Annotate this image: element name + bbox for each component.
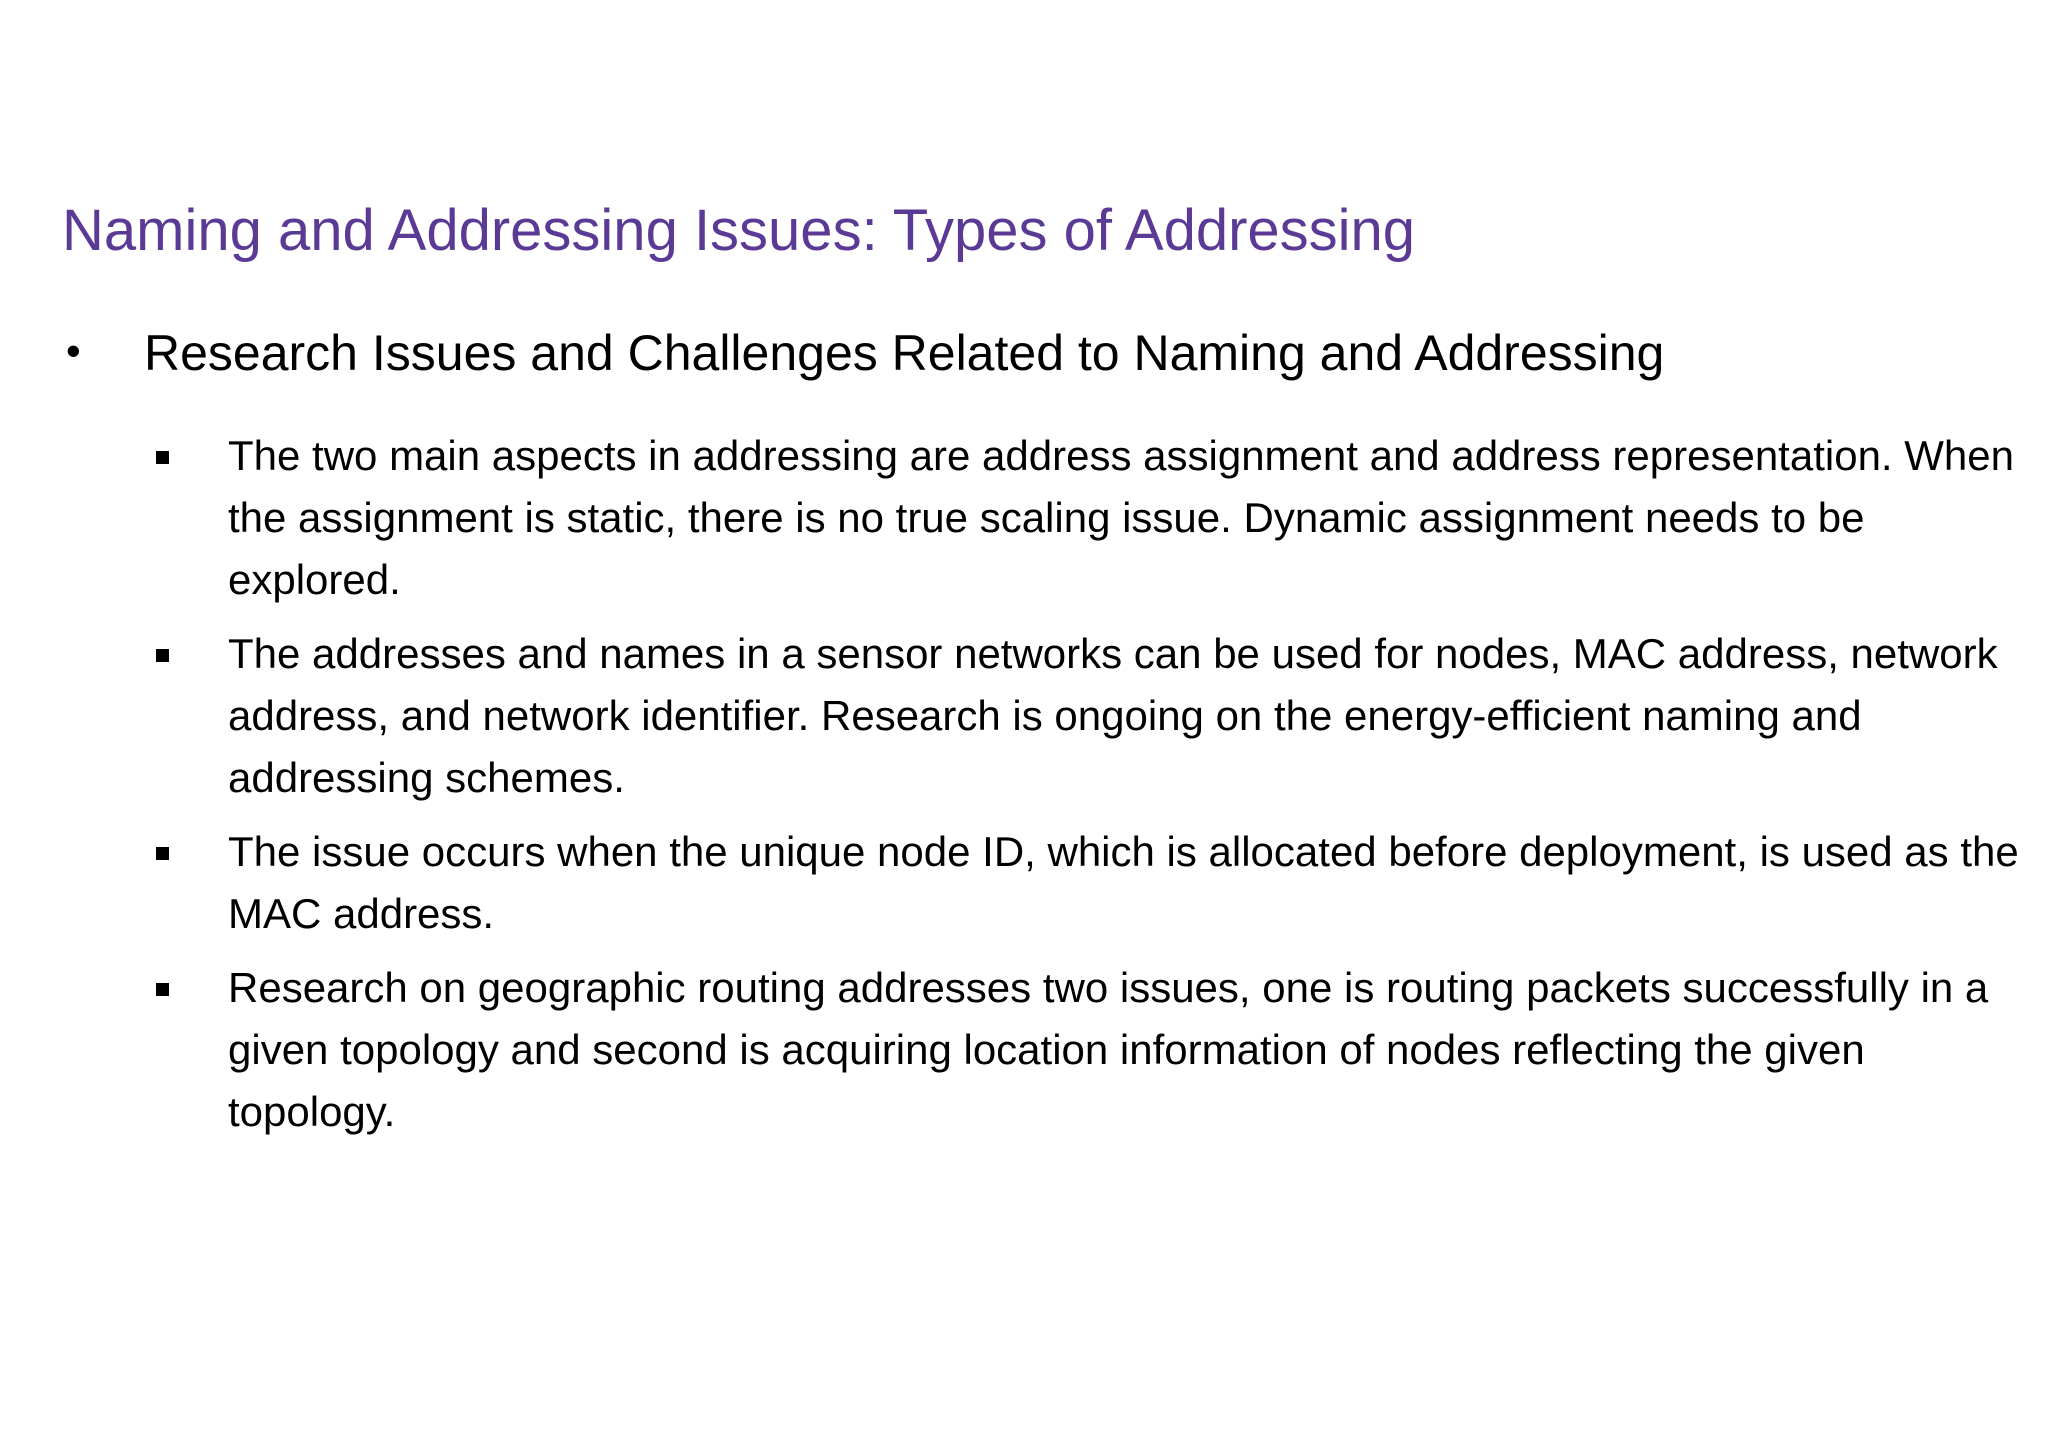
bullet-marker: •	[66, 327, 81, 374]
main-bullet-text: Research Issues and Challenges Related to Naming and Addressing	[144, 325, 1665, 381]
sub-bullet-item	[150, 957, 2020, 1143]
square-bullet-icon	[156, 847, 169, 860]
slide-title: Naming and Addressing Issues: Types of Addressing	[62, 198, 1416, 263]
square-bullet-icon	[156, 983, 169, 996]
sub-bullet-item	[150, 821, 2020, 945]
sub-bullet-text: The two main aspects in addressing are address assignment and address representation. When the assignment is static, there is no true scaling issue. Dynamic assignment needs to be explored.	[228, 432, 2014, 603]
square-bullet-icon	[156, 649, 169, 662]
sub-bullet-text: The addresses and names in a sensor networks can be used for nodes, MAC address, network address, and network identifier. Research is ongoing on the energy-efficient naming and addressing schemes.	[228, 630, 1998, 801]
square-bullet-icon	[156, 451, 169, 464]
sub-bullet-item	[150, 425, 2020, 611]
sub-bullet-text: The issue occurs when the unique node ID, which is allocated before deployment, is used as the MAC address.	[228, 828, 2019, 937]
sub-bullet-item	[150, 623, 2020, 809]
sub-bullet-list	[150, 425, 2020, 1155]
sub-bullet-text: Research on geographic routing addresses two issues, one is routing packets successfully in a given topology and second is acquiring location information of nodes reflecting the given topology.	[228, 964, 1989, 1135]
